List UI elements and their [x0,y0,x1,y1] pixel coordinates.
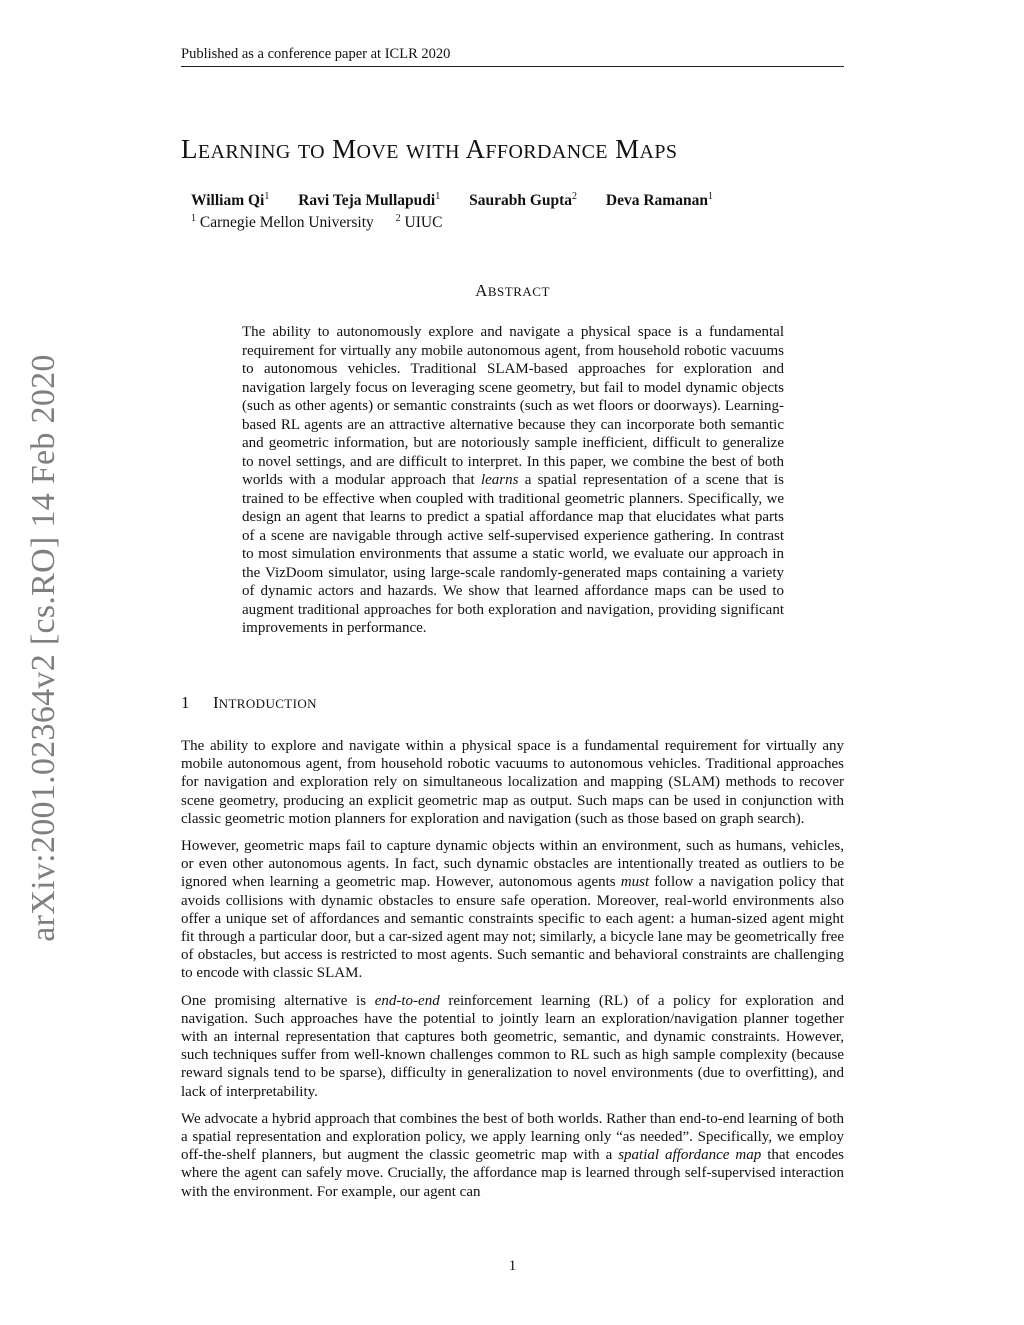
title-word: AFFORDANCE [465,134,608,164]
header-rule [181,66,844,67]
paper-title [181,132,677,169]
title-word: LEARNING [181,134,291,164]
emphasis: must [620,874,650,891]
intro-paragraph: However, geometric maps fail to capture dynamic objects within an environment, such as humans, vehicles, or even other autonomous agents. In fact, such dynamic obstacles are intentionally treated as outliers to be ignored when learning a geometric map. However, autonomous agents must follow a navigation policy that avoids collisions with dynamic obstacles to ensure safe operation. Moreover, real-world environments also offer a unique set of affordances and semantic constraints specific to each agent: a human-sized agent might fit through a particular door, but a car-sized agent may not; similarly, a bicycle lane may be geometrically free of obstacles, but access is restricted to most agents. Such semantic and behavioral constraints are challenging to encode with classic SLAM. [181,838,845,982]
section-heading-introduction: 1 INTRODUCTION [181,693,317,712]
abstract-heading: ABSTRACT [475,281,550,300]
emphasis: spatial affordance map [618,1147,762,1164]
emphasis: end-to-end [374,992,440,1009]
arxiv-stamp: arXiv:2001.02364v2 [cs.RO] 14 Feb 2020 [25,354,62,942]
affiliation-list [191,213,460,232]
title-word: MOVE [332,134,399,164]
title-word: WITH [406,141,460,163]
affiliation: $^1$ Carnegie Mellon University [191,213,374,232]
intro-paragraph: One promising alternative is end-to-end reinforcement learning (RL) of a policy for exploration and navigation. Such approaches have the potential to jointly learn an exploration/navigation planner together with an internal representation that captures both geometric, semantic, and dynamic constraints. However, such techniques suffer from well-known challenges common to RL such as high sample complexity (because reward signals tend to be sparse), difficulty in generalization to novel environments (due to overfitting), and lack of interpretability. [181,992,845,1100]
author: Deva Ramanan$^1$ [605,191,713,210]
abstract-paragraph: The ability to autonomously explore and navigate a physical space is a fundamental requirement for virtually any mobile autonomous agent, from household robotic vacuums to autonomous vehicles. Traditional SLAM-based approaches for exploration and navigation largely focus on leveraging scene geometry, but fail to model dynamic objects (such as other agents) or semantic constraints (such as wet floors or doorways). Learning-based RL agents are an attractive alternative because they can incorporate both semantic and geometric information, but are notoriously sample inefficient, difficult to generalize to novel settings, and are difficult to interpret. In this paper, we combine the best of both worlds with a modular approach that learns a spatial representation of a scene that is trained to be effective when coupled with traditional geometric planners. Specifically, we design an agent that learns to predict a spatial affordance map that elucidates what parts of a scene are navigable through active self-supervised experience gathering. In contrast to most simulation environments that assume a static world, we evaluate our approach in the VizDoom simulator, using large-scale randomly-generated maps containing a variety of dynamic actors and hazards. We show that learned affordance maps can be used to augment traditional approaches for both exploration and navigation, providing significant improvements in performance. [242,324,785,636]
title-word: TO [297,141,325,163]
affiliation: $^2$ UIUC [395,213,443,232]
author: Saurabh Gupta$^2$ [469,191,578,210]
introduction-text [181,737,844,1210]
author: William Qi$^1$ [191,191,270,210]
emphasis: learns [480,472,519,488]
running-header: Published as a conference paper at ICLR 2020 [181,46,451,62]
author: Ravi Teja Mullapudi$^1$ [298,191,441,210]
intro-paragraph: We advocate a hybrid approach that combines the best of both worlds. Rather than end-to-end learning of both a spatial representation and exploration policy, we apply learning only “as needed”. Specifically, we employ off-the-shelf planners, but augment the classic geometric map with a spatial affordance map that encodes where the agent can safely move. Crucially, the affordance map is learned through self-supervised interaction with the environment. For example, our agent can [181,1110,844,1200]
author-list [191,191,738,210]
abstract-text [242,323,784,638]
title-word: MAPS [615,134,678,164]
intro-paragraph: The ability to explore and navigate within a physical space is a fundamental requirement for virtually any mobile autonomous agent, from household robotic vacuums to autonomous vehicles. Traditional approaches for navigation and exploration rely on simultaneous localization and mapping (SLAM) methods to recover scene geometry, producing an explicit geometric map as output. Such maps can be used in conjunction with classic geometric motion planners for exploration and navigation (such as those based on graph search). [181,738,844,827]
page-number: 1 [508,1258,517,1274]
